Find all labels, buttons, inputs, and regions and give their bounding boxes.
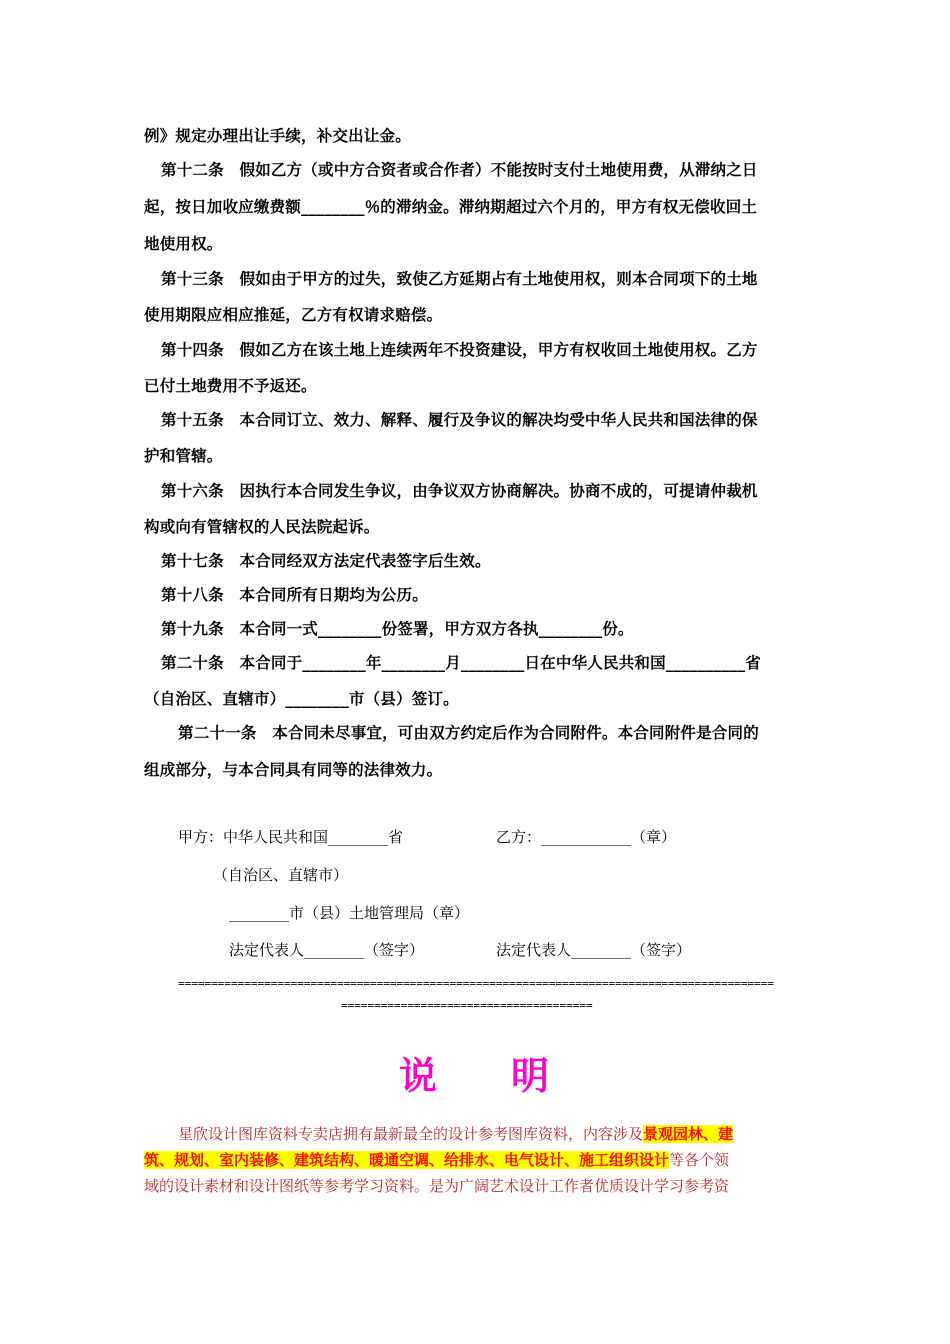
note-title-right: 明 bbox=[511, 1054, 552, 1098]
divider-line-short: ====================================== bbox=[341, 999, 593, 1012]
land-bureau-label: ________市（县）土地管理局（章） bbox=[229, 904, 470, 922]
note-paragraph-line2 bbox=[144, 1150, 810, 1170]
article-21: 第二十一条 本合同未尽事宜，可由双方约定后作为合同附件。本合同附件是合同的 bbox=[178, 723, 759, 742]
note-title-left: 说 bbox=[398, 1054, 439, 1098]
party-a-label: 甲方：中华人民共和国________省 bbox=[178, 828, 404, 846]
note-highlight: 筑、规划、室内装修、建筑结构、暖通空调、给排水、电气设计、施工组织设计 bbox=[144, 1151, 670, 1169]
note-paragraph-line1 bbox=[178, 1124, 810, 1144]
article-16: 第十六条 因执行本合同发生争议，由争议双方协商解决。协商不成的，可提请仲裁机 bbox=[161, 481, 758, 500]
note-text: 星欣设计图库资料专卖店拥有最新最全的设计参考图库资料，内容涉及 bbox=[178, 1125, 644, 1143]
article-20: 第二十条 本合同于________年________月________日在中华人民共和国__________省 bbox=[161, 653, 762, 672]
contract-line: 地使用权。 bbox=[144, 234, 223, 253]
contract-line: 起，按日加收应缴费额________％的滞纳金。滞纳期超过六个月的，甲方有权无偿收回土 bbox=[144, 197, 758, 216]
party-b-label: 乙方：____________（章） bbox=[496, 828, 677, 846]
contract-line: 构或向有管辖权的人民法院起诉。 bbox=[144, 517, 380, 536]
article-12: 第十二条 假如乙方（或中方合资者或合作者）不能按时支付土地使用费，从滞纳之日 bbox=[161, 160, 758, 179]
contract-line: 例》规定办理出让手续，补交出让金。 bbox=[144, 126, 411, 145]
article-17: 第十七条 本合同经双方法定代表签字后生效。 bbox=[161, 551, 491, 570]
contract-line: 使用期限应相应推延，乙方有权请求赔偿。 bbox=[144, 305, 443, 324]
contract-line: （自治区、直辖市）________市（县）签订。 bbox=[144, 689, 459, 708]
note-title bbox=[0, 1045, 950, 1100]
region-label: （自治区、直辖市） bbox=[213, 866, 349, 884]
contract-line: 已付土地费用不予返还。 bbox=[144, 376, 317, 395]
contract-line: 护和管辖。 bbox=[144, 446, 223, 465]
article-14: 第十四条 假如乙方在该土地上连续两年不投资建设，甲方有权收回土地使用权。乙方 bbox=[161, 340, 758, 359]
note-highlight: 景观园林、建 bbox=[643, 1125, 734, 1143]
article-18: 第十八条 本合同所有日期均为公历。 bbox=[161, 585, 428, 604]
note-paragraph-line3: 域的设计素材和设计图纸等参考学习资料。是为广阔艺术设计工作者优质设计学习参考资 bbox=[144, 1177, 730, 1195]
divider-line: ========================================================================================== bbox=[178, 977, 775, 990]
representative-b: 法定代表人________（签字） bbox=[496, 941, 692, 959]
contract-line: 组成部分，与本合同具有同等的法律效力。 bbox=[144, 760, 443, 779]
article-15: 第十五条 本合同订立、效力、解释、履行及争议的解决均受中华人民共和国法律的保 bbox=[161, 410, 758, 429]
note-text: 等各个领 bbox=[669, 1151, 730, 1169]
article-13: 第十三条 假如由于甲方的过失，致使乙方延期占有土地使用权，则本合同项下的土地 bbox=[161, 269, 758, 288]
representative-a: 法定代表人________（签字） bbox=[229, 941, 425, 959]
article-19: 第十九条 本合同一式________份签署，甲方双方各执________份。 bbox=[161, 619, 634, 638]
